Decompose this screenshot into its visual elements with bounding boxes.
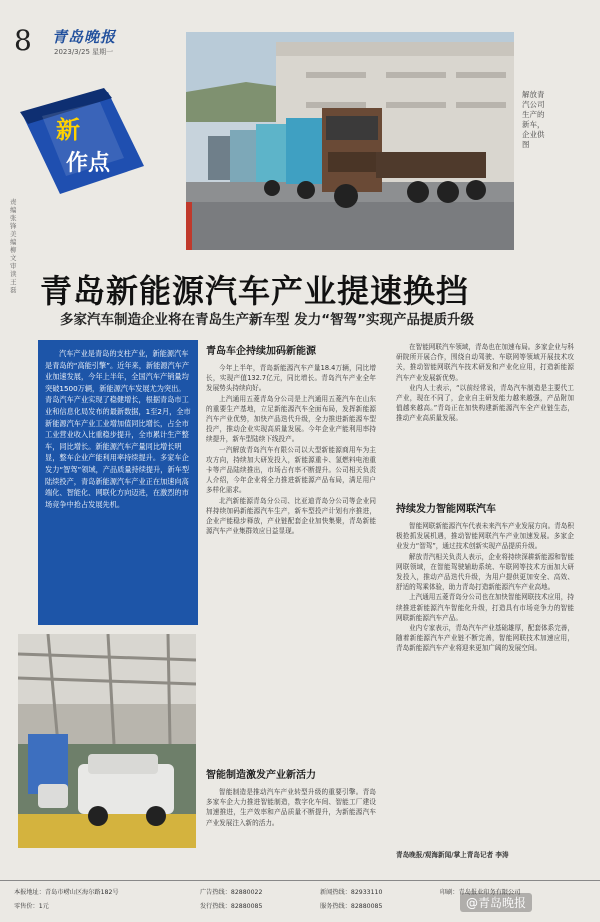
subheadline: 多家汽车制造企业将在青岛生产新车型 发力“智驾”实现产品提质升级 [60,312,474,328]
section-title-2: 智能制造激发产业新活力 [206,770,316,781]
masthead-logo: 青岛晚报 [52,28,117,46]
top-photo-caption: 解放青汽公司生产的新车，企业供图 [522,90,545,149]
article-column-3 [396,342,574,867]
footer-price: 零售价：1元 [14,903,49,910]
headline: 青岛新能源汽车产业提速换挡 [40,272,470,310]
section-title-3: 持续发力智能网联汽车 [396,504,496,515]
footer-service: 服务热线：82880085 [320,903,383,910]
watermark: @青岛晚报 [460,893,532,912]
badge-text-new: 新 [56,115,80,144]
footer-address: 本报地址：青岛市崂山区海尔路182号 [14,889,119,896]
badge-text-point: 作点 [66,150,111,176]
paragraph: 业内专家表示，青岛汽车产业基础雄厚，配套体系完善，随着新能源汽车产业链不断完善，智能网联技术加速应用，青岛新能源汽车产业将迎来更加广阔的发展空间。 [396,624,574,653]
paragraph: 上汽通用五菱青岛分公司是上汽通用五菱汽车在山东的重要生产基地，立足新能源汽车全面布局，发挥新能源汽车产业优势，加快产品迭代升级，全力推进新能源车型投产，推动企业实现高质量发展。今年企业产能利用率持续提升，新车型陆续下线投产。 [206,394,376,444]
paragraph: 今年上半年，青岛新能源汽车产量18.4万辆，同比增长，实现产值132.7亿元，同比增长。青岛汽车产业全年发展势头持续向好。 [206,364,376,393]
paragraph: 北汽新能源青岛分公司、比亚迪青岛分公司等企业同样持续加码新能源汽车生产，新车型投产计划有序推进，企业产能稳步释放，产业链配套企业加快集聚，青岛新能源汽车产业集群效应日益显现。 [206,496,376,536]
dateline: 2023/3/25 星期一 [54,48,114,56]
footer-news-phone: 新闻热线：82933110 [320,889,383,896]
footer-printer: 印刷：青岛报业印务有限公司 [440,889,521,896]
paragraph: 智能网联新能源汽车代表未来汽车产业发展方向。青岛积极抢抓发展机遇，推动智能网联汽车产业加速发展。多家企业发力“智驾”，通过技术创新实现产品提质升级。 [396,522,574,551]
column-2-body [206,363,376,758]
paragraph: 上汽通用五菱青岛分公司也在加快智能网联技术应用，持续推进新能源汽车智能化升级，打造具有市场竞争力的智能网联新能源汽车产品。 [396,593,574,622]
byline: 青岛晚报/观海新闻/掌上青岛记者 李涛 [396,851,509,859]
editor-credits: 责编 张锋 美编 柳文 审读 王磊 [10,198,17,294]
paragraph: 解放青汽相关负责人表示，企业将持续深耕新能源和智能网联领域，在智能驾驶辅助系统、车联网等技术方面加大研发投入，推动产品迭代升级，为用户提供更加安全、高效、舒适的驾乘体验，助力青岛打造新能源汽车产业高地。 [396,552,574,592]
column-3-body [396,342,574,492]
factory-photo [18,634,196,848]
lead-paragraph: 汽车产业是青岛的支柱产业，新能源汽车是青岛的“高能引擎”。近年来，新能源汽车产业加速发展，今年上半年，全国汽车产销量均突破1500万辆，新能源汽车发展尤为突出。青岛汽车产业实现了稳健增长，根据青岛市工业和信息化局发布的最新数据，1至2月，全市新能源汽车产业工业增加值同比增长，占全市工业营业收入比重稳步提升，全市累计生产整车，同比增长。新能源汽车产量同比增长明显，整车企业产能利用率持续提升。多家车企发力“智驾”领域，产品质量持续提升，新车型陆续投产，青岛新能源汽车产业正在加速向高端化、智能化、网联化方向迈进，在激烈的市场竞争中抢占发展先机。 [38,340,198,625]
paragraph: 一汽解放青岛汽车有限公司以大型新能源商用车为主攻方向，持续加大研发投入，新能源重卡、氢燃料电池重卡等产品陆续推出，市场占有率不断提升。公司相关负责人介绍，今年企业将全力推进新能源产品布局，满足用户多样化需求。 [206,445,376,495]
footer-ad-phone: 广告热线：82880022 [200,889,263,896]
feature-badge [16,88,148,200]
paragraph: 在智能网联汽车领域，青岛也在加速布局。多家企业与科研院所开展合作，围绕自动驾驶、车联网等领域开展技术攻关，推动智能网联汽车技术研发和产业化应用，打造新能源汽车产业发展新优势。 [396,343,574,382]
article-column-2 [206,342,376,862]
paragraph: 智能制造是推动汽车产业转型升级的重要引擎。青岛多家车企大力推进智能制造，数字化车间、智能工厂建设加速推进，生产效率和产品质量不断提升，为新能源汽车产业发展注入新的活力。 [206,788,376,827]
page-number: 8 [14,24,32,57]
section-title-1: 青岛车企持续加码新能源 [206,346,316,357]
footer-subscribe: 发行热线：82880085 [200,903,263,910]
column-3-body-2 [396,521,574,841]
paragraph: 业内人士表示，“以前经常说，青岛汽车制造是主要代工产业，现在不同了，企业自主研发能力越来越强，产品附加值越来越高。”青岛正在加快构建新能源汽车全产业链生态，推动产业高质量发展。 [396,383,574,423]
trucks-photo [186,32,514,250]
column-2-body-2 [206,787,376,862]
